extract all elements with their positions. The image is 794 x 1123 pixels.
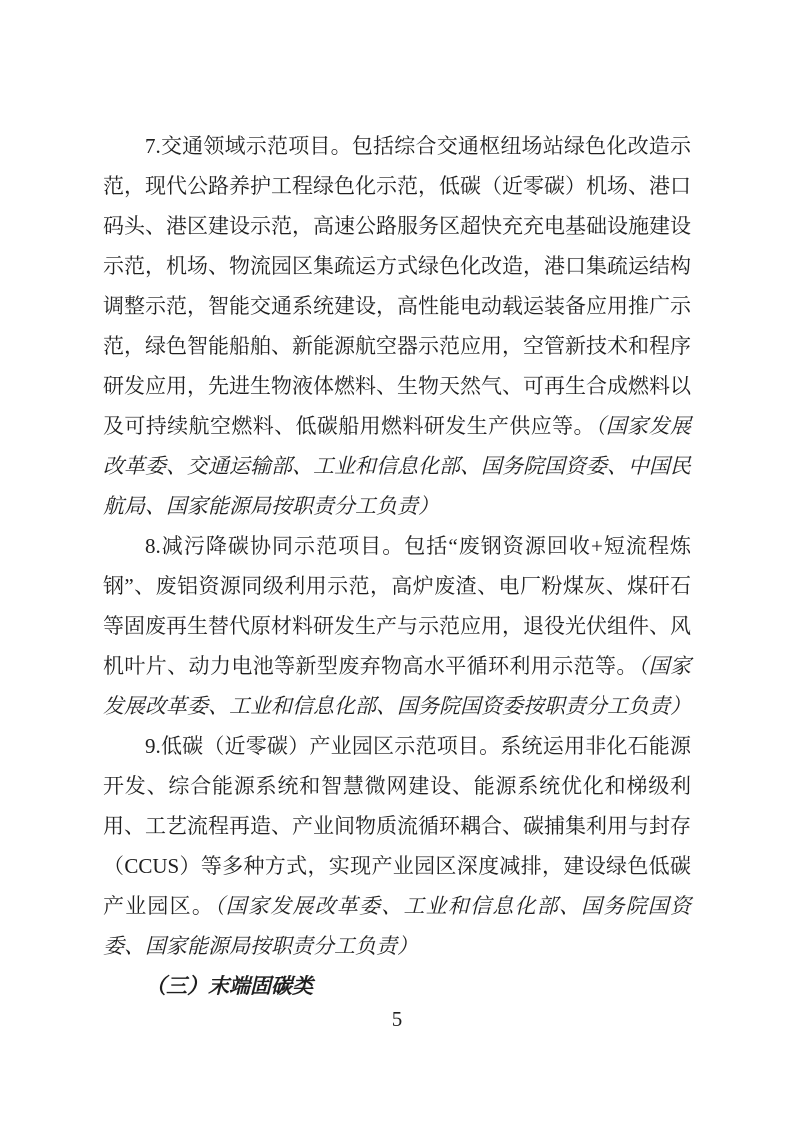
paragraph-8-responsibility-note: （国家发展改革委、工业和信息化部、国务院国资委按职责分工负责）	[103, 654, 692, 718]
paragraph-9-body-text: 9.低碳（近零碳）产业园区示范项目。系统运用非化石能源开发、综合能源系统和智慧微网建设、能源系统优化和梯级利用、工艺流程再造、产业间物质流循环耦合、碳捕集利用与封存（CCUS）等多种方式，实现产业园区深度减排，建设绿色低碳产业园区。	[103, 734, 691, 918]
paragraph-item-7	[103, 126, 691, 526]
section-heading-3-end-carbon-fixation: （三）末端固碳类	[145, 974, 313, 998]
paragraph-item-8	[103, 526, 691, 726]
paragraph-7-body-text: 7.交通领域示范项目。包括综合交通枢纽场站绿色化改造示范，现代公路养护工程绿色化示范，低碳（近零碳）机场、港口码头、港区建设示范，高速公路服务区超快充充电基础设施建设示范，机场、物流园区集疏运方式绿色化改造，港口集疏运结构调整示范，智能交通系统建设，高性能电动载运装备应用推广示范，绿色智能船舶、新能源航空器示范应用，空管新技术和程序研发应用，先进生物液体燃料、生物天然气、可再生合成燃料以及可持续航空燃料、低碳船用燃料研发生产供应等。	[103, 134, 691, 438]
document-content	[103, 126, 691, 1006]
paragraph-7-responsibility-note: （国家发展改革委、交通运输部、工业和信息化部、国务院国资委、中国民航局、国家能源局按职责分工负责）	[103, 414, 692, 518]
paragraph-8-body-text: 8.减污降碳协同示范项目。包括“废钢资源回收+短流程炼钢”、废铝资源同级利用示范，高炉废渣、电厂粉煤灰、煤矸石等固废再生替代原材料研发生产与示范应用，退役光伏组件、风机叶片、动力电池等新型废弃物高水平循环利用示范等。	[103, 534, 691, 678]
paragraph-9-responsibility-note: （国家发展改革委、工业和信息化部、国务院国资委、国家能源局按职责分工负责）	[103, 894, 692, 958]
paragraph-item-9	[103, 726, 691, 966]
page-number: 5	[391, 1007, 403, 1031]
